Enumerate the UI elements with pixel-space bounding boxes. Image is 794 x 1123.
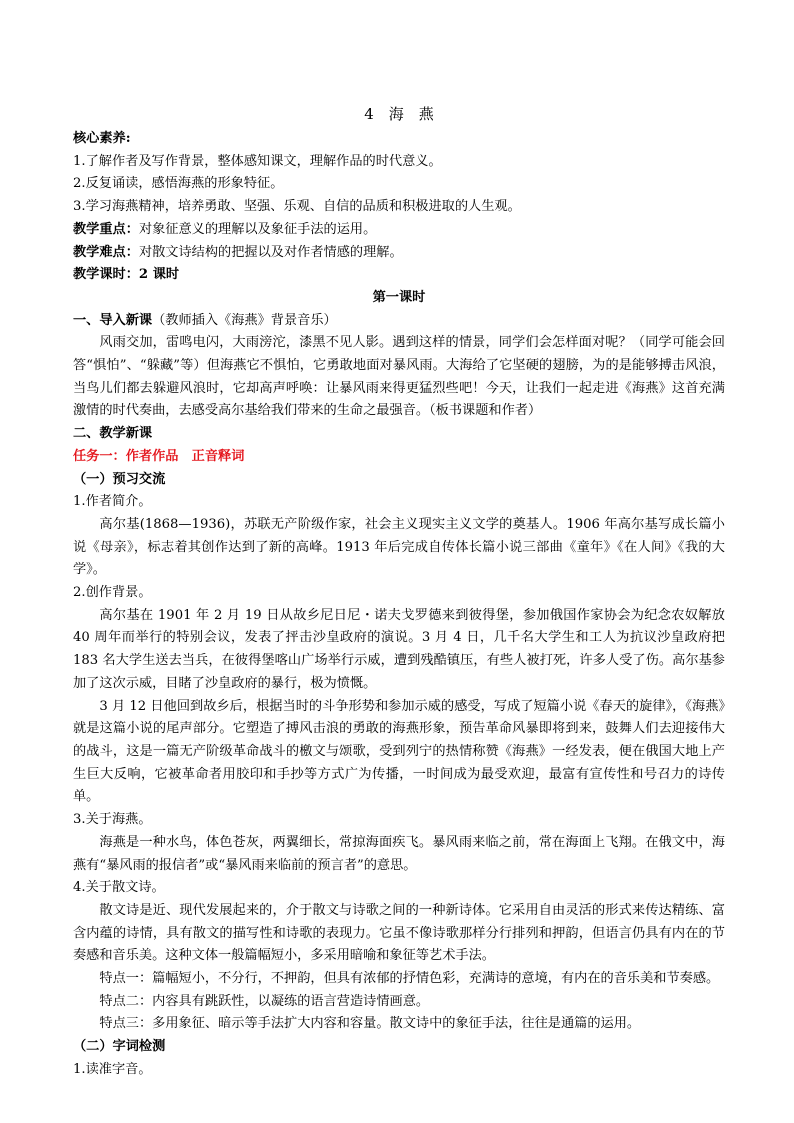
core-item: 1.了解作者及写作背景，整体感知课文，理解作品的时代意义。: [73, 153, 442, 169]
task-1-heading: 任务一：作者作品 正音释词: [73, 448, 245, 464]
core-item: 2.反复诵读，感悟海燕的形象特征。: [73, 176, 284, 192]
background-paragraph-1: 高尔基在 1901 年 2 月 19 日从故乡尼日尼・诺夫戈罗德来到彼得堡，参加俄国作家协会为纪念农奴解放 40 周年而举行的特别会议，发表了抨击沙皇政府的演说。3 月 4 日，几千名大学生和工人为抗议沙皇政府把 183 名大学生送去当兵，在彼得堡喀山广场举行示威，遭到残酷镇压，有些人被打死，许多人受了伤。高尔基参加了这次示威，目睹了沙皇政府的暴行，极为愤慨。: [73, 607, 725, 691]
section-1-note: （教师插入《海燕》背景音乐）: [152, 312, 337, 328]
key-point-text: 对象征意义的理解以及象征手法的运用。: [138, 221, 377, 237]
core-item: 3.学习海燕精神，培养勇敢、坚强、乐观、自信的品质和积极进取的人生观。: [73, 199, 521, 215]
part-1-heading: （一）预习交流: [73, 471, 166, 487]
author-paragraph: 高尔基(1868—1936)，苏联无产阶级作家，社会主义现实主义文学的奠基人。1906 年高尔基写成长篇小说《母亲》，标志着其创作达到了新的高峰。1913 年后完成自传体长篇小说三部曲《童年》《在人间》《我的大学》。: [73, 516, 725, 578]
difficulty: [73, 242, 725, 265]
page-title: 4 海 燕: [364, 105, 434, 123]
key-point-label: 教学重点：: [73, 221, 139, 237]
part-2-heading: （二）字词检测: [73, 1039, 166, 1055]
prose-poem-title: 4.关于散文诗。: [73, 880, 165, 896]
prose-poem-paragraph: 散文诗是近、现代发展起来的，介于散文与诗歌之间的一种新诗体。它采用自由灵活的形式来传达精练、富含内蕴的诗情，具有散文的描写性和诗歌的表现力。它虽不像诗歌那样分行排列和押韵，但语言仍具有内在的节奏感和音乐美。这种文体一般篇幅短小，多采用暗喻和象征等艺术手法。: [73, 902, 725, 964]
teaching-hours: 教学课时：2 课时: [73, 267, 180, 283]
petrel-title: 3.关于海燕。: [73, 812, 152, 828]
background-paragraph-2: 3 月 12 日他回到故乡后，根据当时的斗争形势和参加示威的感受，写成了短篇小说《春天的旋律》，《海燕》就是这篇小说的尾声部分。它塑造了搏风击浪的勇敢的海燕形象，预告革命风暴即将到来，鼓舞人们去迎接伟大的战斗，这是一篇无产阶级革命战斗的檄文与颂歌，受到列宁的热情称赞《海燕》一经发表，便在俄国大地上产生巨大反响，它被革命者用胶印和手抄等方式广为传播，一时间成为最受欢迎，最富有宣传性和号召力的诗传单。: [73, 698, 725, 805]
intro-paragraph: 风雨交加，雷鸣电闪，大雨滂沱，漆黑不见人影。遇到这样的情景，同学们会怎样面对呢？（同学可能会回答“惧怕”、“躲藏”等）但海燕它不惧怕，它勇敢地面对暴风雨。大海给了它坚硬的翅膀，为的是能够搏击风浪，当鸟儿们都去躲避风浪时，它却高声呼唤：让暴风雨来得更猛烈些吧！今天，让我们一起走进《海燕》这首充满激情的时代奏曲，去感受高尔基给我们带来的生命之最强音。（板书课题和作者）: [73, 335, 725, 419]
petrel-paragraph: 海燕是一种水鸟，体色苍灰，两翼细长，常掠海面疾飞。暴风雨来临之前，常在海面上飞翔。在俄文中，海燕有“暴风雨的报信者”或“暴风雨来临前的预言者”的意思。: [73, 834, 725, 873]
difficulty-label: 教学难点：: [73, 244, 139, 260]
core-heading: 核心素养:: [73, 131, 131, 146]
difficulty-text: 对散文诗结构的把握以及对作者情感的理解。: [138, 244, 403, 260]
feature-1: 特点一：篇幅短小，不分行，不押韵，但具有浓郁的抒情色彩，充满诗的意境，有内在的音乐美和节奏感。: [99, 971, 720, 987]
background-title: 2.创作背景。: [73, 585, 152, 601]
author-title: 1.作者简介。: [73, 494, 152, 510]
feature-2: 特点二：内容具有跳跃性，以凝练的语言营造诗情画意。: [99, 993, 430, 1009]
document-page: [73, 103, 725, 1082]
key-point: [73, 219, 725, 242]
lesson-title: 第一课时: [372, 289, 426, 305]
part-2-item-1: 1.读准字音。: [73, 1061, 152, 1077]
section-1-heading: 一、导入新课: [73, 312, 153, 328]
section-2-heading: 二、教学新课: [73, 426, 153, 442]
feature-3: 特点三：多用象征、暗示等手法扩大内容和容量。散文诗中的象征手法，往往是通篇的运用。: [99, 1016, 641, 1032]
section-1-heading-row: [73, 310, 725, 333]
